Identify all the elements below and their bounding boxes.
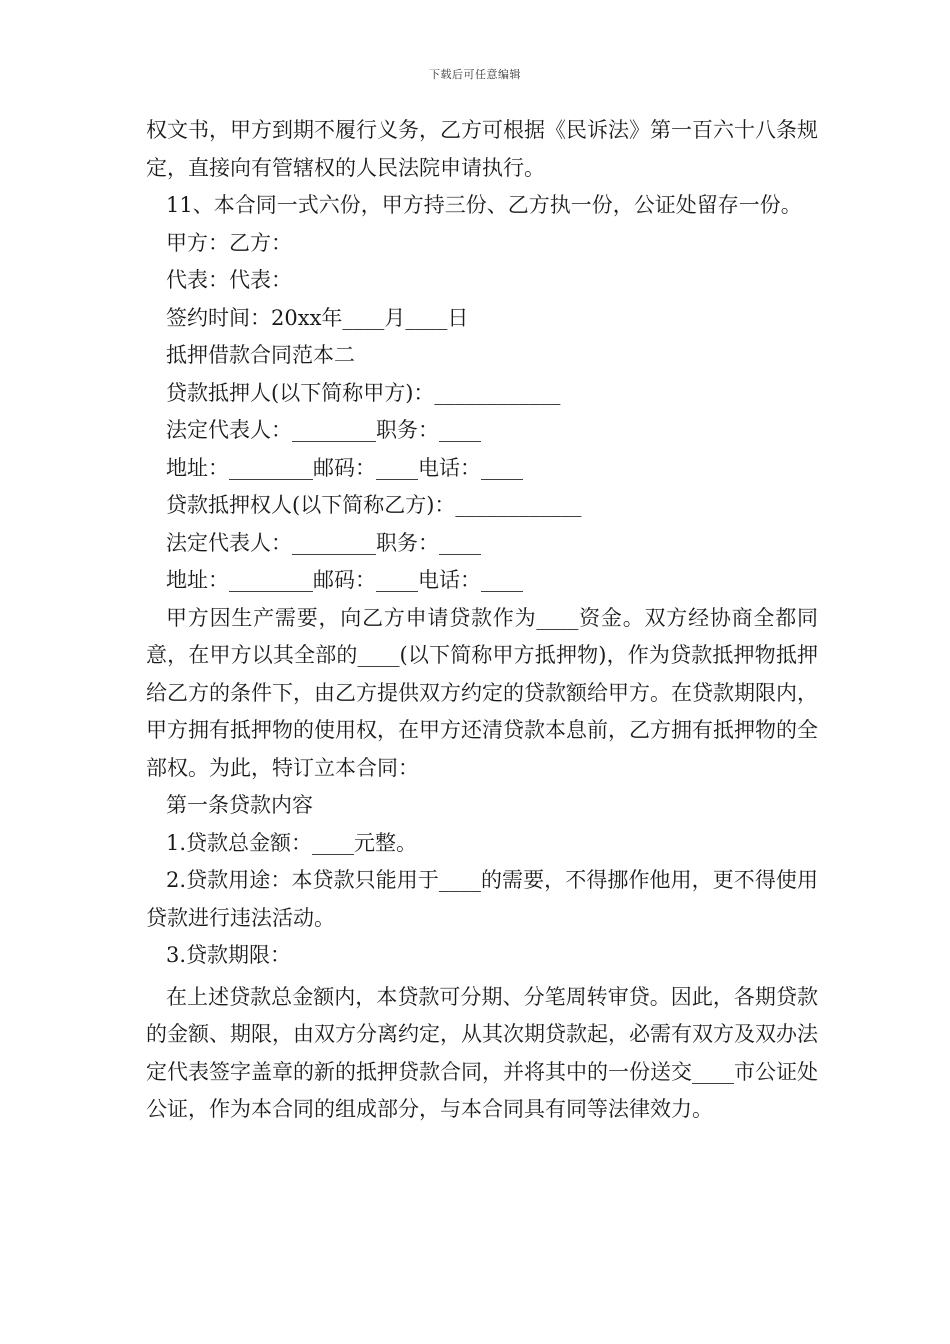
signature-representatives: 代表：代表： (166, 268, 292, 292)
clause-total-amount: 1.贷款总金额：____元整。 (166, 830, 418, 855)
clause-loan-purpose: 2.贷款用途：本贷款只能用于____的需要，不得挪作他用，更不得使用贷款进行违法活动。 (146, 868, 818, 930)
clause-loan-term: 3.贷款期限： (166, 943, 292, 967)
mortgagee-legal-rep-line: 法定代表人：________职务：____ (166, 530, 481, 555)
document-body (146, 112, 818, 1129)
mortgagor-line: 贷款抵押人(以下简称甲方)：____________ (166, 380, 561, 405)
article-one-heading: 第一条贷款内容 (166, 793, 313, 817)
paragraph-installments: 在上述贷款总金额内，本贷款可分期、分笔周转审贷。因此，各期贷款的金额、期限，由双方分离约定，从其次期贷款起，必需有双方及双办法定代表签字盖章的新的抵押贷款合同，并将其中的一份送交____市公证处公证，作为本合同的组成部分，与本合同具有同等法律效力。 (146, 984, 818, 1121)
signature-parties: 甲方：乙方： (166, 230, 292, 255)
mortgagee-line: 贷款抵押权人(以下简称乙方)：____________ (166, 493, 582, 517)
mortgagor-address-line: 地址：________邮码：____电话：____ (166, 455, 523, 480)
mortgagee-address-line: 地址：________邮码：____电话：____ (166, 568, 523, 592)
paragraph-preamble: 甲方因生产需要，向乙方申请贷款作为____资金。双方经协商全都同意，在甲方以其全部的____(以下简称甲方抵押物)，作为贷款抵押物抵押给乙方的条件下，由乙方提供双方约定的贷款额给甲方。在贷款期限内，甲方拥有抵押物的使用权，在甲方还清贷款本息前，乙方拥有抵押物的全部权。为此，特订立本合同： (146, 605, 818, 780)
page-header: 下载后可任意编辑 (429, 68, 521, 81)
paragraph-copies: 11、本合同一式六份，甲方持三份、乙方执一份，公证处留存一份。 (166, 193, 802, 217)
section-title-template-two: 抵押借款合同范本二 (166, 343, 355, 367)
paragraph-enforcement: 权文书，甲方到期不履行义务，乙方可根据《民诉法》第一百六十八条规定，直接向有管辖权的人民法院申请执行。 (146, 118, 818, 180)
mortgagor-legal-rep-line: 法定代表人：________职务：____ (166, 418, 481, 442)
signing-date: 签约时间：20xx年____月____日 (166, 305, 469, 330)
